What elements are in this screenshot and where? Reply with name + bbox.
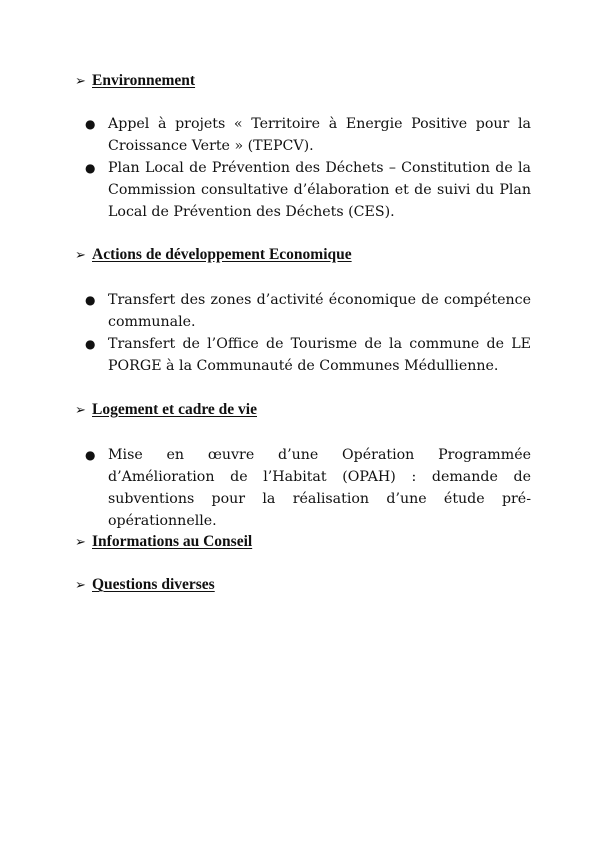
arrow-bullet-icon: ➢ [75, 73, 86, 88]
section-heading-informations [75, 533, 252, 551]
section-heading-logement [75, 401, 257, 419]
list-item [83, 333, 531, 377]
list-item-text: Transfert des zones d’activité économique de compétence communale. [108, 292, 531, 330]
bullet-list-environnement [83, 113, 531, 223]
section-title: Informations au Conseil [92, 533, 253, 550]
bullet-list-logement [83, 444, 531, 532]
bullet-dot-icon: ● [85, 161, 96, 175]
bullet-dot-icon: ● [85, 117, 96, 131]
section-title: Questions diverses [92, 576, 215, 593]
arrow-bullet-icon: ➢ [75, 402, 86, 417]
list-item [83, 444, 531, 532]
section-title: Logement et cadre de vie [92, 401, 257, 418]
arrow-bullet-icon: ➢ [75, 534, 86, 549]
list-item-text: Appel à projets « Territoire à Energie Positive pour la Croissance Verte » (TEPCV). [108, 116, 531, 154]
arrow-bullet-icon: ➢ [75, 247, 86, 262]
section-title: Environnement [92, 72, 196, 89]
bullet-dot-icon: ● [85, 337, 96, 351]
bullet-dot-icon: ● [85, 448, 96, 462]
bullet-list-actions-economique [83, 289, 531, 377]
list-item-text: Transfert de l’Office de Tourisme de la commune de LE PORGE à la Communauté de Communes Médullienne. [108, 336, 531, 374]
arrow-bullet-icon: ➢ [75, 577, 86, 592]
section-heading-actions-economique [75, 246, 352, 264]
bullet-dot-icon: ● [85, 293, 96, 307]
list-item [83, 289, 531, 333]
list-item [83, 157, 531, 223]
list-item-text: Plan Local de Prévention des Déchets – Constitution de la Commission consultative d’élaboration et de suivi du Plan Local de Prévention des Déchets (CES). [108, 160, 531, 220]
section-heading-environnement [75, 72, 195, 90]
section-title: Actions de développement Economique [92, 246, 352, 263]
list-item [83, 113, 531, 157]
list-item-text: Mise en œuvre d’une Opération Programmée d’Amélioration de l’Habitat (OPAH) : demande de subventions pour la réalisation d’une étude pré-opérationnelle. [108, 447, 531, 529]
section-heading-questions [75, 576, 215, 594]
